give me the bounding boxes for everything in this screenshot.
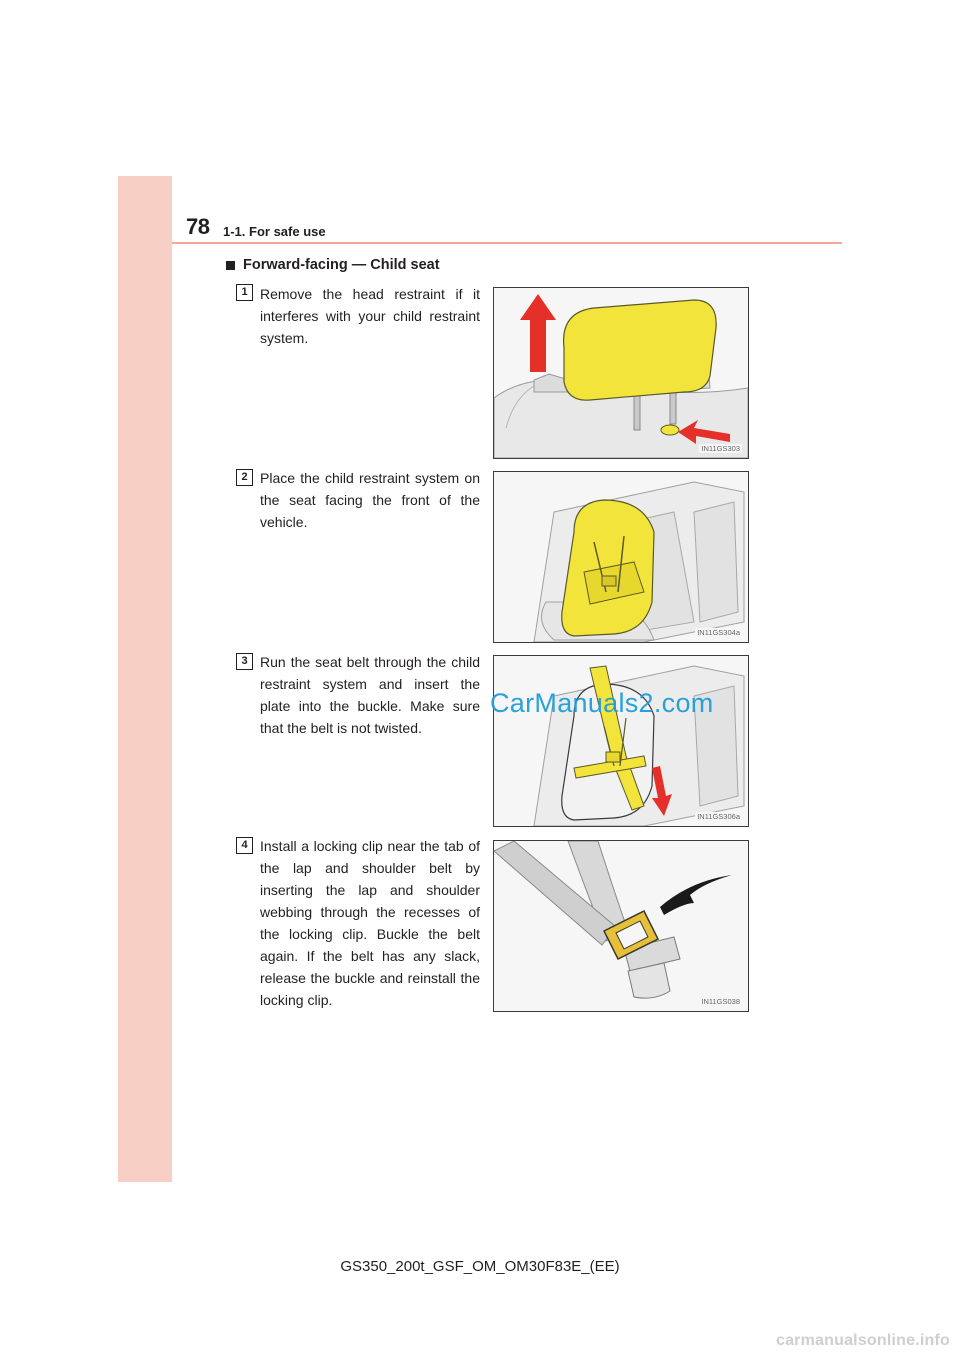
- page-number: 78: [186, 214, 210, 239]
- figure-code: IN11GS306a: [697, 812, 740, 821]
- footer-model-code: GS350_200t_GSF_OM_OM30F83E_(EE): [340, 1258, 620, 1275]
- figure-code: IN11GS304a: [697, 628, 740, 637]
- head-restraint-illustration: [494, 288, 748, 458]
- side-tab-band: [118, 176, 172, 1182]
- step-text-4: Install a locking clip near the tab of the lap and shoulder belt by inserting the lap and shoulder webbing through the recesses of the locking clip. Buckle the belt again. If the belt has any slack, release the buckle and reinstall the locking clip.: [260, 838, 480, 1008]
- subheading-text: Forward-facing — Child seat: [243, 257, 440, 273]
- step-text-3: Run the seat belt through the child restraint system and insert the plate into the buckle. Make sure that the belt is not twisted.: [260, 654, 480, 736]
- header-rule: [172, 242, 842, 244]
- child-seat-placement-illustration: [494, 472, 748, 642]
- figure-place-child-seat: [493, 471, 749, 643]
- figure-locking-clip: [493, 840, 749, 1012]
- figure-remove-head-restraint: [493, 287, 749, 459]
- locking-clip-illustration: [494, 841, 748, 1011]
- step-text-1: Remove the head restraint if it interferes with your child restraint system.: [260, 286, 480, 346]
- step-number-1: 1: [236, 284, 253, 301]
- figure-code: IN11GS303: [701, 444, 740, 453]
- step-number-2: 2: [236, 469, 253, 486]
- figure-route-seat-belt: [493, 655, 749, 827]
- section-title: 1-1. For safe use: [223, 224, 326, 239]
- seat-belt-routing-illustration: [494, 656, 748, 826]
- step-number-3: 3: [236, 653, 253, 670]
- square-bullet-icon: [226, 261, 235, 270]
- watermark-text: CarManuals2.com: [490, 688, 714, 718]
- step-number-4: 4: [236, 837, 253, 854]
- footer-site-watermark: carmanualsonline.info: [775, 1332, 950, 1349]
- figure-code: IN11GS038: [701, 997, 740, 1006]
- step-text-2: Place the child restraint system on the seat facing the front of the vehicle.: [260, 470, 480, 530]
- subheading: [226, 257, 440, 273]
